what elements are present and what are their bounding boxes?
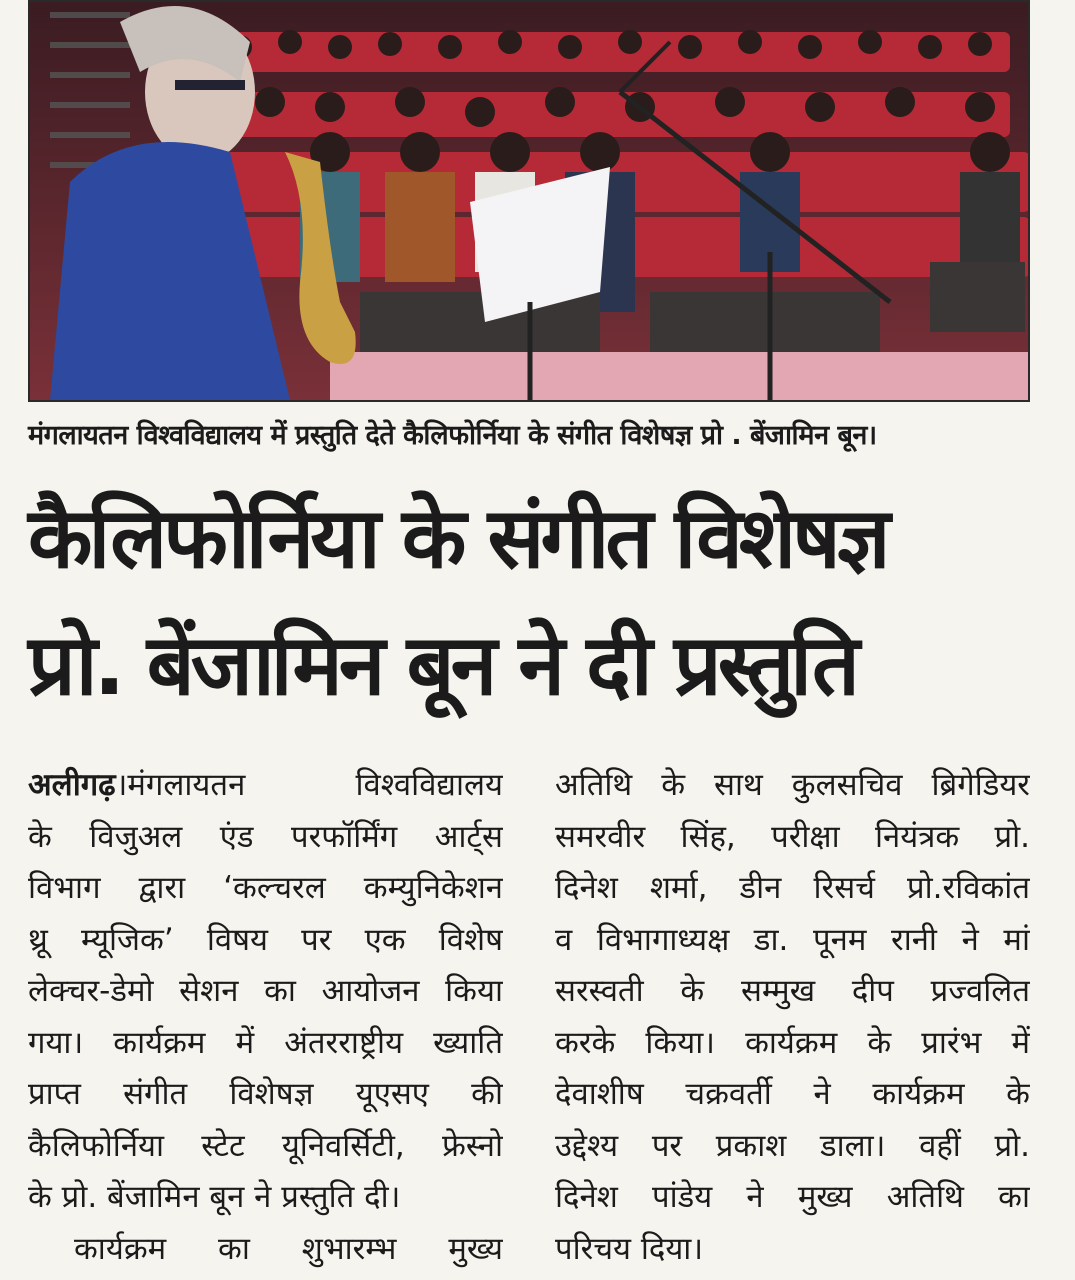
article-line: देवाशीष चक्रवर्ती ने कार्यक्रम के	[555, 1076, 1030, 1112]
photo-caption: मंगलायतन विश्वविद्यालय में प्रस्तुति देते कैलिफोर्निया के संगीत विशेषज्ञ प्रो . बेंजामिन बून।	[28, 420, 877, 451]
article-line: करके किया। कार्यक्रम के प्रारंभ में	[555, 1024, 1030, 1061]
headline-line-1: कैलिफोर्निया के संगीत विशेषज्ञ	[28, 489, 887, 587]
article-line: प्राप्त संगीत विशेषज्ञ यूएसए की	[28, 1076, 503, 1112]
article-line: दिनेश शर्मा, डीन रिसर्च प्रो.रविकांत	[555, 870, 1030, 906]
article-line: कार्यक्रम का शुभारम्भ मुख्य	[74, 1230, 503, 1267]
concert-photo-icon	[30, 2, 1028, 400]
article-line: उद्देश्य पर प्रकाश डाला। वहीं प्रो.	[555, 1127, 1030, 1164]
article-line: व विभागाध्यक्ष डा. पूनम रानी ने मां	[555, 921, 1030, 958]
article-column-right	[555, 760, 1030, 1275]
article-line: दिनेश पांडेय ने मुख्य अतिथि का	[555, 1179, 1030, 1215]
article-photo	[28, 0, 1030, 402]
article-line: कैलिफोर्निया स्टेट यूनिवर्सिटी, फ्रेस्नो	[28, 1127, 503, 1164]
article-line: गया। कार्यक्रम में अंतरराष्ट्रीय ख्याति	[28, 1024, 503, 1061]
article-line: परिचय दिया।	[555, 1230, 704, 1267]
article-line: अलीगढ़।मंगलायतन विश्वविद्यालय	[28, 767, 503, 803]
article-line: के प्रो. बेंजामिन बून ने प्रस्तुति दी।	[28, 1179, 401, 1215]
dateline: अलीगढ़	[28, 767, 116, 803]
article-line: समरवीर सिंह, परीक्षा नियंत्रक प्रो.	[555, 818, 1030, 855]
article-line: थ्रू म्यूजिक’ विषय पर एक विशेष	[28, 921, 503, 958]
article-line: सरस्वती के सम्मुख दीप प्रज्वलित	[555, 973, 1030, 1009]
article-line: अतिथि के साथ कुलसचिव ब्रिगेडियर	[555, 767, 1030, 803]
article-column-left	[28, 760, 503, 1275]
article-line: के विजुअल एंड परफॉर्मिंग आर्ट्स	[28, 818, 503, 855]
article-line: विभाग द्वारा ‘कल्चरल कम्युनिकेशन	[28, 870, 503, 906]
article-line: लेक्चर-डेमो सेशन का आयोजन किया	[28, 973, 503, 1009]
headline-line-2: प्रो. बेंजामिन बून ने दी प्रस्तुति	[28, 616, 856, 714]
